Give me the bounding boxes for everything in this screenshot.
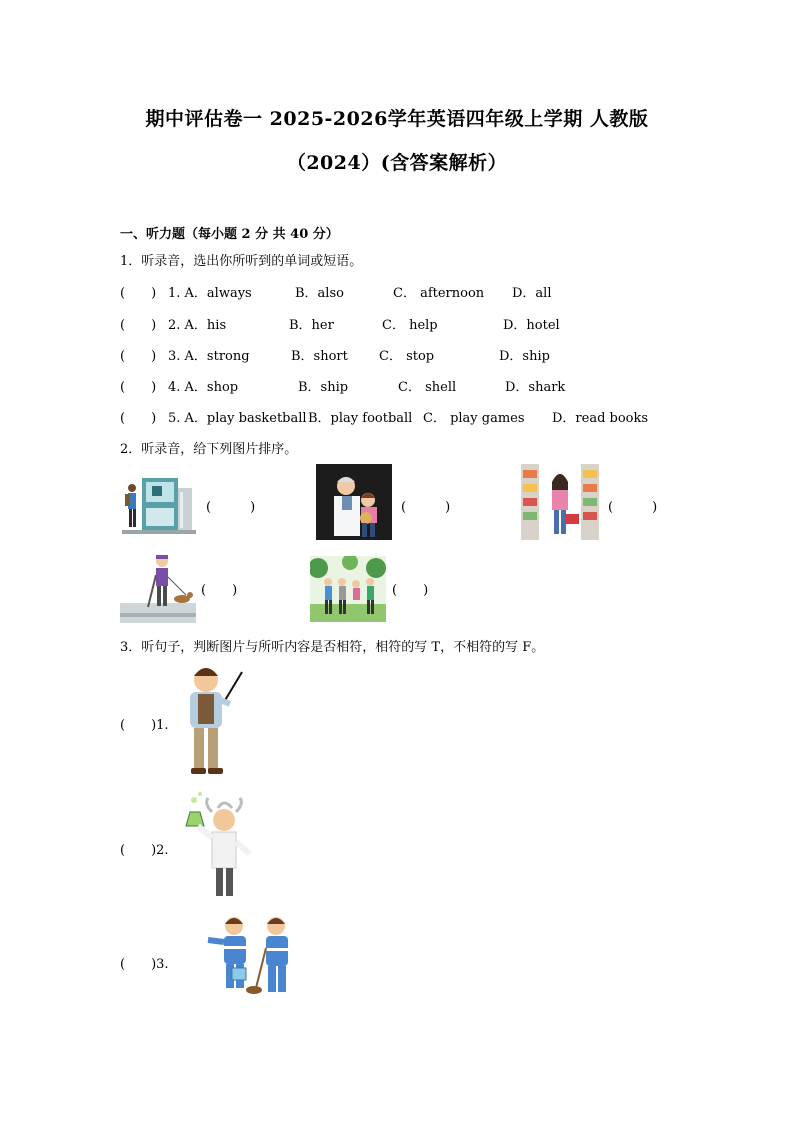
option-b: B．also — [295, 286, 344, 301]
option-a: 2. A．his — [168, 318, 227, 333]
option-b: B．short — [291, 349, 348, 364]
answer-bracket[interactable]: ( ) — [120, 380, 157, 395]
option-b: B．play football — [308, 411, 413, 426]
answer-bracket-pic-1[interactable]: ( ) — [206, 500, 256, 515]
question-2-prompt: 2．听录音，给下列图片排序。 — [120, 442, 298, 457]
option-c: C． stop — [379, 349, 435, 364]
picture-two-boys-cleaning — [204, 912, 298, 998]
option-c: C． shell — [398, 380, 457, 395]
option-d: D．shark — [505, 380, 566, 395]
picture-person-at-building — [122, 472, 196, 540]
option-d: D．all — [512, 286, 552, 301]
question-3-prompt: 3．听句子，判断图片与所听内容是否相符，相符的写 T，不相符的写 F。 — [120, 640, 545, 655]
q3-item-2-label[interactable]: ( )2. — [120, 843, 169, 858]
option-a: 5. A．play basketball — [168, 411, 307, 426]
answer-bracket-pic-4[interactable]: ( ) — [201, 583, 238, 598]
option-d: D．ship — [499, 349, 550, 364]
document-title-line2: （2024）(含答案解析） — [286, 152, 508, 174]
option-b: B．her — [289, 318, 334, 333]
option-a: 3. A．strong — [168, 349, 250, 364]
answer-bracket[interactable]: ( ) — [120, 411, 157, 426]
q3-item-3-label[interactable]: ( )3. — [120, 957, 169, 972]
picture-doctor-and-child — [316, 464, 392, 540]
picture-blind-man-with-dog — [120, 551, 196, 623]
section-heading: 一、听力题（每小题 2 分 共 40 分） — [120, 227, 339, 242]
answer-bracket-pic-5[interactable]: ( ) — [392, 583, 429, 598]
option-c: C． afternoon — [393, 286, 485, 301]
answer-bracket-pic-3[interactable]: ( ) — [608, 500, 658, 515]
picture-teacher-with-pointer — [180, 662, 246, 778]
option-d: D．read books — [552, 411, 649, 426]
answer-bracket[interactable]: ( ) — [120, 349, 157, 364]
option-a: 4. A．shop — [168, 380, 239, 395]
option-a: 1. A．always — [168, 286, 252, 301]
option-c: C． play games — [423, 411, 525, 426]
picture-people-in-park — [310, 556, 386, 622]
answer-bracket-pic-2[interactable]: ( ) — [401, 500, 451, 515]
document-title-line1: 期中评估卷一 2025-2026学年英语四年级上学期 人教版 — [145, 108, 649, 130]
answer-bracket[interactable]: ( ) — [120, 318, 157, 333]
picture-scientist-with-flask — [182, 790, 258, 902]
picture-woman-shopping — [521, 464, 599, 540]
option-b: B．ship — [298, 380, 349, 395]
question-1-prompt: 1．听录音，选出你所听到的单词或短语。 — [120, 254, 363, 269]
option-d: D．hotel — [503, 318, 560, 333]
q3-item-1-label[interactable]: ( )1. — [120, 718, 169, 733]
option-c: C． help — [382, 318, 438, 333]
answer-bracket[interactable]: ( ) — [120, 286, 157, 301]
